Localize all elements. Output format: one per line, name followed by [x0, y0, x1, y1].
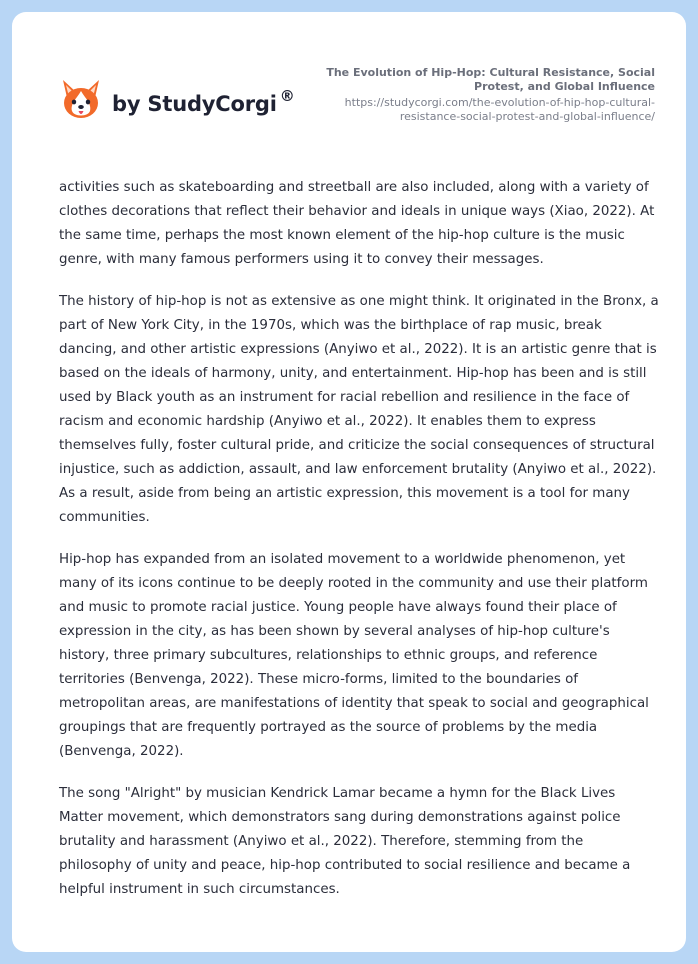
document-page [12, 12, 686, 952]
document-url[interactable]: https://studycorgi.com/the-evolution-of-hip-hop-cultural-resistance-social-protest-and-global-influence/ [344, 96, 655, 123]
document-body [59, 176, 659, 920]
document-title: The Evolution of Hip-Hop: Cultural Resistance, Social Protest, and Global Influence [326, 66, 655, 93]
paragraph: The song "Alright" by musician Kendrick Lamar became a hymn for the Black Lives Matter movement, which demonstrators sang during demonstrations against police brutality and harassment (Anyiwo et al., 2022). Therefore, stemming from the philosophy of unity and peace, hip-hop contributed to social resilience and became a helpful instrument in such circumstances. [59, 786, 631, 897]
brand-name: by StudyCorgi ® [112, 86, 295, 116]
corgi-logo-icon [60, 76, 102, 124]
paragraph: Hip-hop has expanded from an isolated movement to a worldwide phenomenon, yet many of its icons continue to be deeply rooted in the community and use their platform and music to promote racial justice. Young people have always found their place of expression in the city, as has been shown by several analyses of hip-hop culture's history, three primary subcultures, relationships to ethnic groups, and reference territories (Benvenga, 2022). These micro-forms, limited to the boundaries of metropolitan areas, are manifestations of identity that speak to social and geographical groupings that are frequently portrayed as the source of problems by the media (Benvenga, 2022). [59, 552, 649, 759]
registered-mark: ® [279, 86, 295, 105]
paragraph: activities such as skateboarding and streetball are also included, along with a variety of clothes decorations that reflect their behavior and ideals in unique ways (Xiao, 2022). At the same time, perhaps the most known element of the hip-hop culture is the music genre, with many famous performers using it to convey their messages. [59, 180, 655, 267]
paragraph: The history of hip-hop is not as extensive as one might think. It originated in the Bronx, a part of New York City, in the 1970s, which was the birthplace of rap music, break dancing, and other artistic expressions (Anyiwo et al., 2022). It is an artistic genre that is based on the ideals of harmony, unity, and entertainment. Hip-hop has been and is still used by Black youth as an instrument for racial rebellion and resilience in the face of racism and economic hardship (Anyiwo et al., 2022). It enables them to express themselves fully, foster cultural pride, and criticize the social consequences of structural injustice, such as addiction, assault, and law enforcement brutality (Anyiwo et al., 2022). As a result, aside from being an artistic expression, this movement is a tool for many communities. [59, 294, 659, 525]
studycorgi-logo[interactable] [60, 76, 295, 124]
document-meta [315, 66, 655, 123]
